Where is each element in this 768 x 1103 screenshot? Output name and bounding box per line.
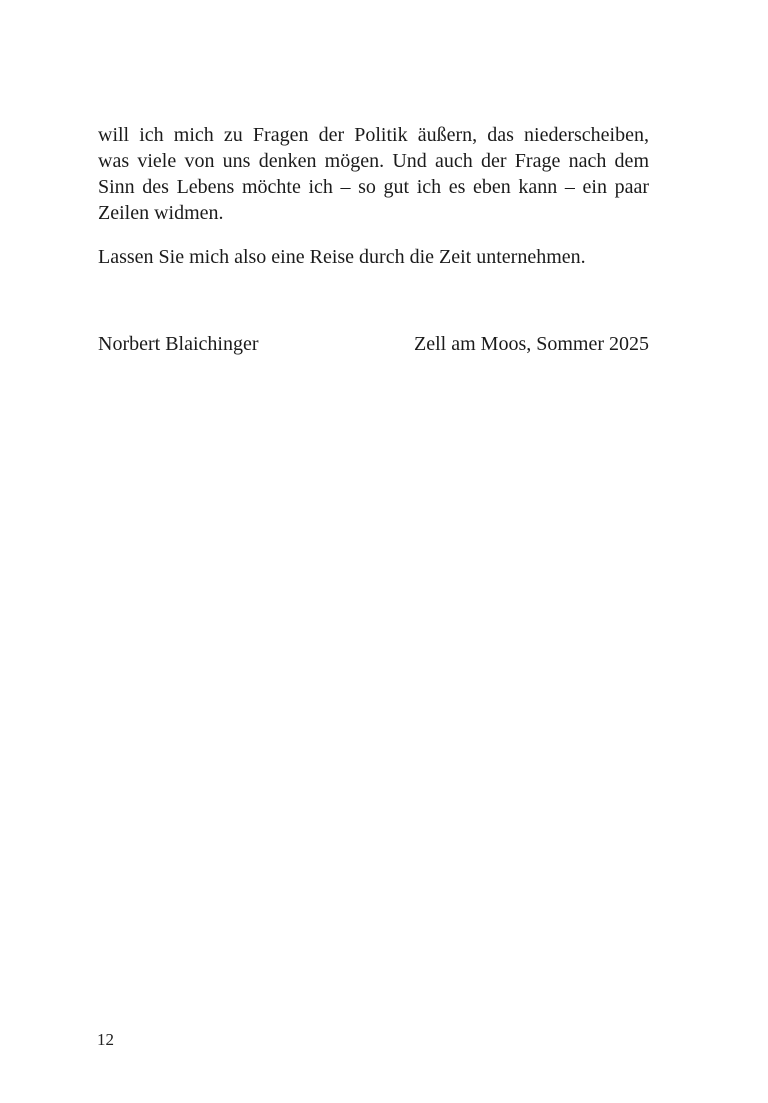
- author-name: Norbert Blaichinger: [98, 333, 259, 355]
- paragraph-line: will ich mich zu Fragen der Politik äußern, das niederscheiben,: [98, 124, 649, 146]
- paragraph-closing: Lassen Sie mich also eine Reise durch die Zeit unternehmen.: [98, 246, 586, 268]
- signature-row: [98, 331, 649, 357]
- paragraph-line: Sinn des Lebens möchte ich – so gut ich es eben kann – ein paar: [98, 176, 649, 198]
- paragraph-opening: [98, 122, 649, 226]
- paragraph-line: was viele von uns denken mögen. Und auch der Frage nach dem: [98, 150, 649, 172]
- paragraph-line: Zeilen widmen.: [98, 202, 224, 224]
- place-and-date: Zell am Moos, Sommer 2025: [414, 333, 649, 355]
- page-number: 12: [97, 1030, 114, 1049]
